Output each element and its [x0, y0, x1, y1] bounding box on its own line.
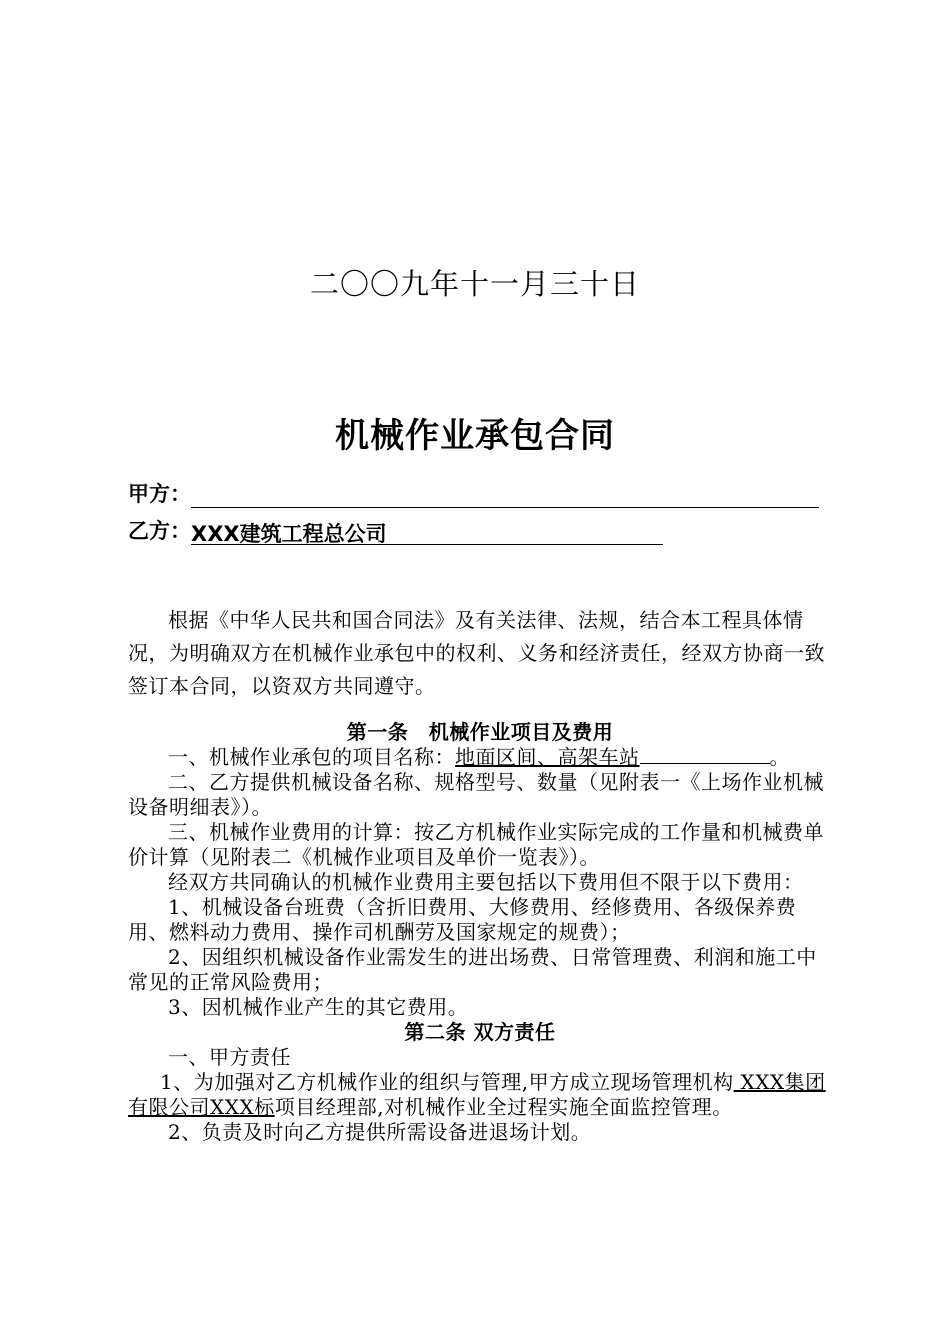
- duty-item-1: [128, 1070, 832, 1120]
- party-a-blank: [191, 483, 819, 508]
- party-b-name: XXX建筑工程总公司: [191, 522, 387, 546]
- project-name: 地面区间、高架车站: [455, 745, 640, 769]
- cost-item-3: 3、因机械作业产生的其它费用。: [168, 995, 469, 1019]
- cost-intro: 经双方共同确认的机械作业费用主要包括以下费用但不限于以下费用：: [168, 870, 804, 894]
- party-b-line: [128, 515, 663, 545]
- cost-item-2: 2、因组织机械设备作业需发生的进出场费、日常管理费、利润和施工中常见的正常风险费用；: [128, 945, 817, 994]
- party-a-line: [128, 478, 819, 508]
- contract-title: 机械作业承包合同: [335, 416, 615, 456]
- article1-heading: 第一条 机械作业项目及费用: [346, 720, 614, 744]
- management-org: XXX集团有限公司XXX标: [128, 1070, 826, 1119]
- party-b-name-field: [191, 518, 663, 545]
- article1-item3: 三、机械作业费用的计算：按乙方机械作业实际完成的工作量和机械费单价计算（见附表二《机械作业项目及单价一览表》）。: [128, 820, 824, 869]
- duty1-prefix: 1、为加强对乙方机械作业的组织与管理,甲方成立现场管理机构: [160, 1070, 734, 1094]
- party-b-label: 乙方：: [128, 519, 191, 543]
- article2-heading: 第二条 双方责任: [404, 1020, 556, 1044]
- intro-block: [128, 604, 832, 703]
- article1-item1: [128, 745, 832, 770]
- contract-date: 二〇〇九年十一月三十日: [309, 267, 640, 301]
- party-a-label: 甲方：: [128, 482, 191, 506]
- item1-suffix: 。: [769, 745, 790, 769]
- party-a-duties-heading: 一、甲方责任: [168, 1045, 291, 1069]
- articles-block: [128, 720, 832, 1145]
- article1-item2: 二、乙方提供机械设备名称、规格型号、数量（见附表一《上场作业机械设备明细表》）。: [128, 770, 824, 819]
- cost-item-1: 1、机械设备台班费（含折旧费用、大修费用、经修费用、各级保养费用、燃料动力费用、操作司机酬劳及国家规定的规费）；: [128, 895, 797, 944]
- project-name-blank: [640, 745, 770, 764]
- intro-paragraph: 根据《中华人民共和国合同法》及有关法律、法规，结合本工程具体情况，为明确双方在机械作业承包中的权利、义务和经济责任，经双方协商一致签订本合同，以资双方共同遵守。: [128, 608, 825, 698]
- duty1-suffix: 项目经理部,对机械作业全过程实施全面监控管理。: [274, 1095, 733, 1119]
- item1-prefix: 一、机械作业承包的项目名称：: [168, 745, 455, 769]
- duty-item-2: 2、负责及时向乙方提供所需设备进退场计划。: [168, 1120, 592, 1144]
